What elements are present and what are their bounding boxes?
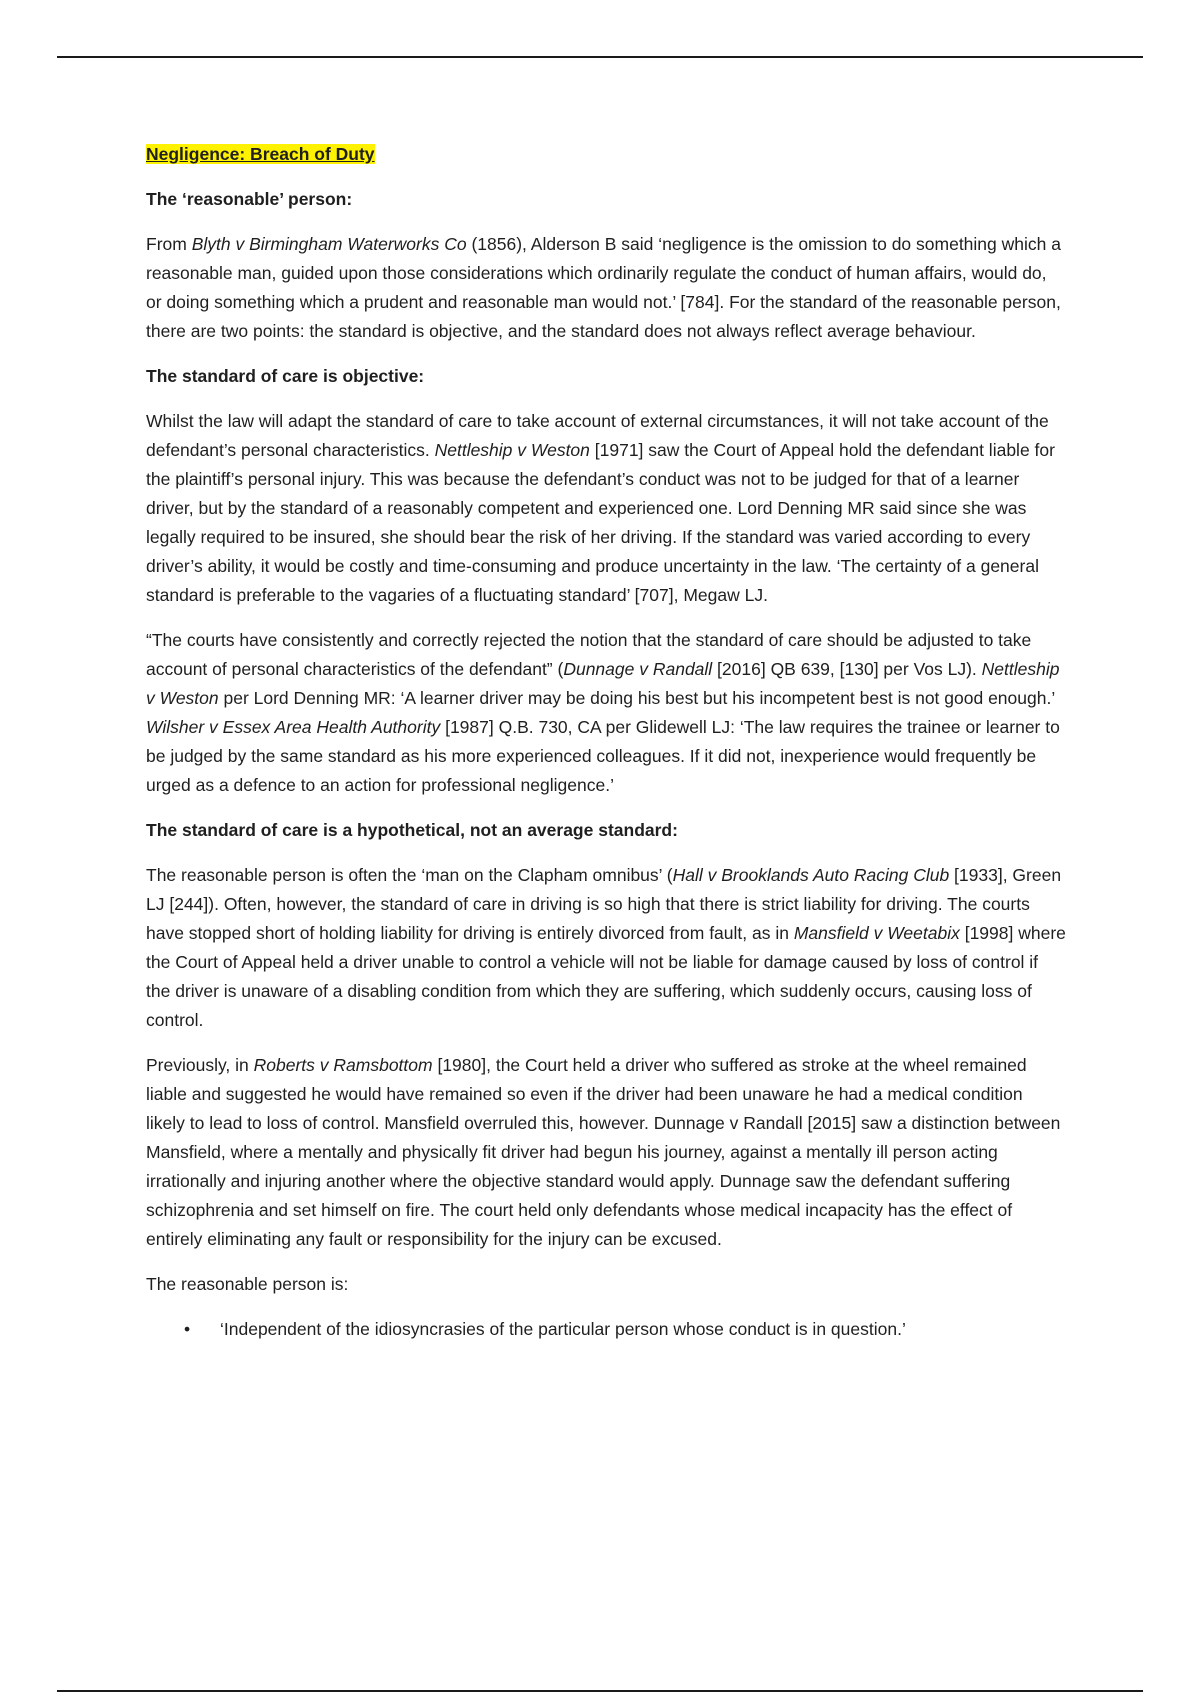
paragraph-clapham (146, 861, 1066, 1035)
footer-rule (57, 1690, 1143, 1692)
text-run: [2016] QB 639, [130] per Vos LJ). (712, 659, 982, 679)
list-item-text: ‘Independent of the idiosyncrasies of the particular person whose conduct is in question.’ (220, 1319, 906, 1339)
section-heading-hypothetical: The standard of care is a hypothetical, not an average standard: (146, 820, 678, 840)
text-run: per Lord Denning MR: ‘A learner driver may be doing his best but his incompetent best is not good enough.’ (218, 688, 1055, 708)
list-item (146, 1315, 1066, 1344)
paragraph-blyth (146, 230, 1066, 346)
paragraph-reasonable-person-is: The reasonable person is: (146, 1274, 349, 1294)
case-name: Dunnage v Randall (563, 659, 713, 679)
case-name: Wilsher v Essex Area Health Authority (146, 717, 441, 737)
text-run: (1856), Alderson B said ‘negligence is the omission to do something which a reasonable man, guided upon those considerations which ordinarily regulate the conduct of human affairs, would do, or doing something which a prudent and reasonable man would not.’ [784]. For the standard of the reasonable person, there are two points: the standard is objective, and the standard does not always reflect average behaviour. (146, 234, 1061, 341)
document-title: Negligence: Breach of Duty (146, 144, 375, 164)
paragraph-dunnage-quote (146, 626, 1066, 800)
text-run: [1971] saw the Court of Appeal hold the defendant liable for the plaintiff’s personal injury. This was because the defendant’s conduct was not to be judged for that of a learner driver, but by the standard of a reasonably competent and experienced one. Lord Denning MR said since she was legally required to be insured, she should bear the risk of her driving. If the standard was varied according to every driver’s ability, it would be costly and time-consuming and produce uncertainty in the law. ‘The certainty of a general standard is preferable to the vagaries of a fluctuating standard’ [707], Megaw LJ. (146, 440, 1055, 605)
case-name: Mansfield v Weetabix (793, 923, 960, 943)
text-run: [1933], Green LJ [244]). Often, however, the standard of care in driving is so high that there is strict liability for driving. The courts have stopped short of holding liability for driving is entirely divorced from fault, as in (146, 865, 1062, 943)
text-run: [1980], the Court held a driver who suffered as stroke at the wheel remained liable and suggested he would have remained so even if the driver had been unaware he had a medical condition likely to lead to loss of control. Mansfield overruled this, however. Dunnage v Randall [2015] saw a distinction between Mansfield, where a mentally and physically fit driver had begun his journey, against a mentally ill person acting irrationally and injuring another where the objective standard would apply. Dunnage saw the defendant suffering schizophrenia and set himself on fire. The court held only defendants whose medical incapacity has the effect of entirely eliminating any fault or responsibility for the injury can be excused. (146, 1055, 1061, 1249)
text-run: [1998] where the Court of Appeal held a driver unable to control a vehicle will not be liable for damage caused by loss of control if the driver is unaware of a disabling condition from which they are suffering, which suddenly occurs, causing loss of control. (146, 923, 1066, 1030)
paragraph-roberts (146, 1051, 1066, 1254)
case-name: Blyth v Birmingham Waterworks Co (191, 234, 467, 254)
document-body (146, 140, 1066, 1344)
case-name: Hall v Brooklands Auto Racing Club (672, 865, 950, 885)
text-run: [1987] Q.B. 730, CA per Glidewell LJ: ‘The law requires the trainee or learner to be judged by the same standard as his more experienced colleagues. If it did not, inexperience would frequently be urged as a defence to an action for professional negligence.’ (146, 717, 1060, 795)
text-run: The reasonable person is often the ‘man on the Clapham omnibus’ ( (146, 865, 673, 885)
section-heading-reasonable-person: The ‘reasonable’ person: (146, 189, 353, 209)
case-name: Roberts v Ramsbottom (253, 1055, 433, 1075)
case-name: Nettleship v Weston (434, 440, 590, 460)
text-run: Previously, in (146, 1055, 254, 1075)
bullet-list (146, 1315, 1066, 1344)
text-run: From (146, 234, 192, 254)
paragraph-nettleship (146, 407, 1066, 610)
bullet-icon: • (184, 1319, 191, 1339)
section-heading-objective: The standard of care is objective: (146, 366, 425, 386)
header-rule (57, 56, 1143, 58)
text-run: “The courts have consistently and correctly rejected the notion that the standard of care should be adjusted to take account of personal characteristics of the defendant” ( (146, 630, 1032, 679)
text-run: Whilst the law will adapt the standard of care to take account of external circumstances, it will not take account of the defendant’s personal characteristics. (146, 411, 1049, 460)
case-name: Nettleship v Weston (146, 659, 1060, 708)
